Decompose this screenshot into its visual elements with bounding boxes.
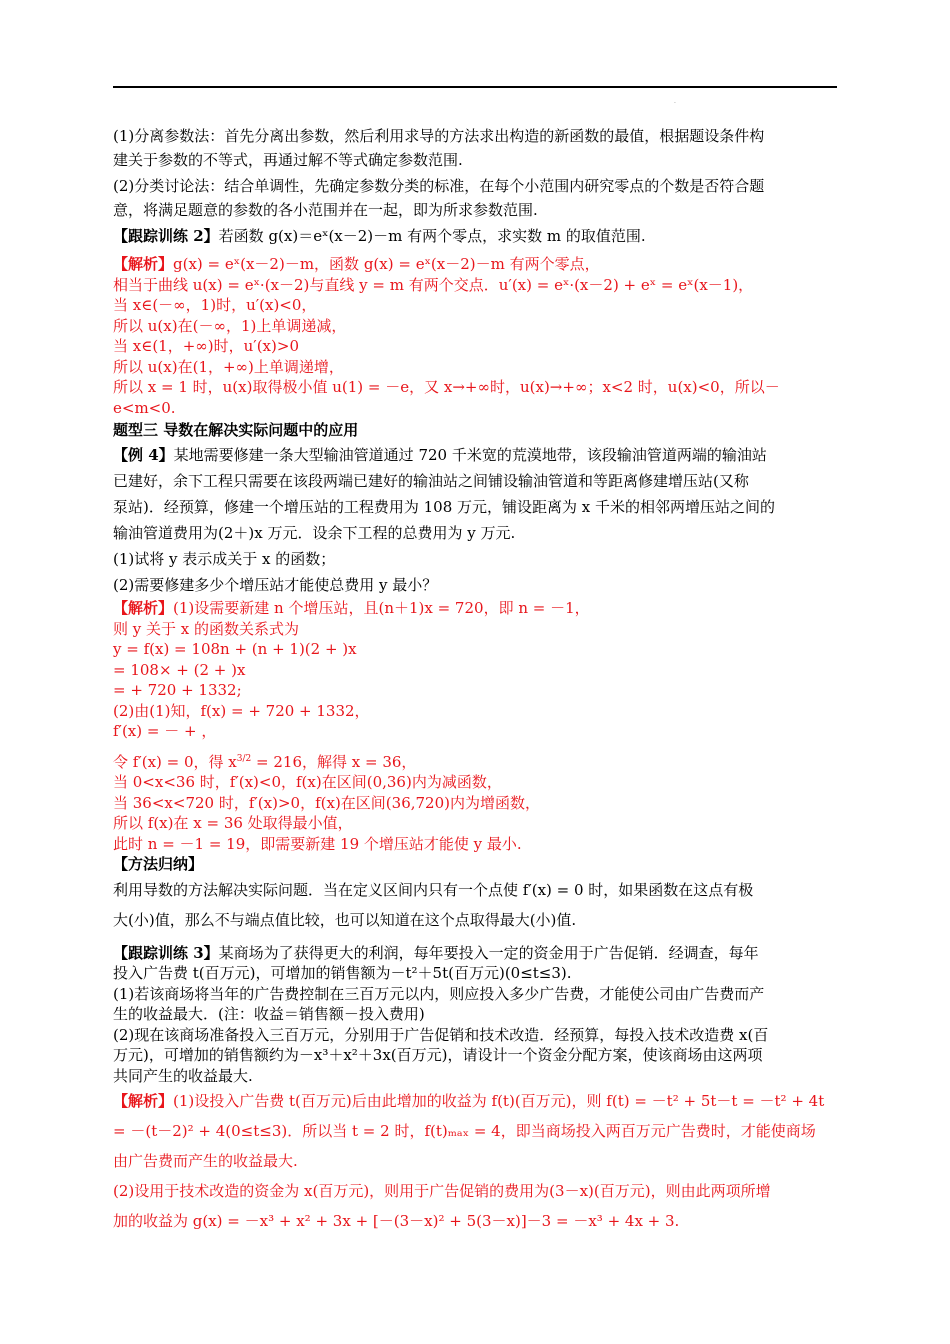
example-line: 某地需要修建一条大型输油管道通过 720 千米宽的荒漠地带，该段输油管道两端的输油站 <box>173 446 767 464</box>
text-line: 意，将满足题意的参数的各小范围并在一起，即为所求参数范围. <box>113 201 538 219</box>
solution-line: 相当于曲线 u(x) = eˣ·(x－2)与直线 y = m 有两个交点．u′(x) = eˣ·(x－2) + eˣ = eˣ(x－1)， <box>113 275 754 294</box>
solution-line: 加的收益为 g(x) = －x³ + x² + 3x + [－(3－x)² + 5(3－x)]－3 = －x³ + 4x + 3. <box>113 1212 680 1230</box>
example-line: 已建好，余下工程只需要在该段两端已建好的输油站之间铺设输油管道和等距离修建增压站(又称 <box>113 472 749 490</box>
solution-line: = 108× + (2 + )x <box>113 660 246 679</box>
solution-line: 所以 u(x)在(1，+∞)上单调递增， <box>113 357 344 376</box>
exponent: 3/2 <box>236 753 252 764</box>
solution-3 <box>113 1086 837 1236</box>
para-separation-method <box>113 124 837 172</box>
track-exercise-3 <box>113 943 837 1087</box>
solution-line: 所以 f(x)在 x = 36 处取得最小值， <box>113 814 353 832</box>
exercise-line: 投入广告费 t(百万元)，可增加的销售额为－t²＋5t(百万元)(0≤t≤3). <box>113 964 572 982</box>
exercise-line: (2)现在该商场准备投入三百万元，分别用于广告促销和技术改造．经预算，每投入技术改造费 x(百 <box>113 1025 769 1044</box>
solution-line: 令 f′(x) = 0，得 $x^{3/2} = 216$，解得 x = 36， <box>113 752 417 771</box>
solution-line: (1)设需要新建 n 个增压站，且(n＋1)x = 720，即 n = －1， <box>173 599 590 617</box>
exercise-line: (1)若该商场将当年的广告费控制在三百万元以内，则应投入多少广告费，才能使公司由广告费而产 <box>113 984 765 1003</box>
exercise-line: 共同产生的收益最大. <box>113 1066 253 1085</box>
exercise-line: 万元)，可增加的销售额约为－x³＋x²＋3x(百万元)，请设计一个资金分配方案，使该商场由这两项 <box>113 1046 763 1064</box>
example-4 <box>113 442 837 598</box>
exercise-line: 某商场为了获得更大的利润，每年要投入一定的资金用于广告促销．经调查，每年 <box>218 943 759 962</box>
solution-label: 【解析】 <box>113 599 174 617</box>
example-line: 输油管道费用为(2＋)x 万元．设余下工程的总费用为 y 万元. <box>113 524 516 542</box>
method-body <box>113 875 837 935</box>
exercise-label: 【跟踪训练 3】 <box>113 943 219 962</box>
example-question-1: (1)试将 y 表示成关于 x 的函数； <box>113 550 336 568</box>
section-heading: 题型三 导数在解决实际问题中的应用 <box>113 421 359 439</box>
example-line: 泵站)．经预算，修建一个增压站的工程费用为 108 万元，铺设距离为 x 千米的相邻两增压站之间的 <box>113 498 776 516</box>
track-exercise-2 <box>113 224 837 248</box>
solution-line: e<m<0. <box>113 398 176 417</box>
example-label: 【例 4】 <box>113 446 174 464</box>
solution-line: 此时 n = －1 = 19，即需要新建 19 个增压站才能使 y 最小. <box>113 834 522 853</box>
para-classification-method <box>113 174 837 222</box>
solution-line: (2)由(1)知，f(x) = + 720 + 1332， <box>113 701 370 720</box>
solution-line: 当 x∈(1，+∞)时，u′(x)>0 <box>113 337 299 355</box>
solution-line: 所以 u(x)在(－∞，1)上单调递减， <box>113 316 347 335</box>
solution-line: 所以 x = 1 时，u(x)取得极小值 u(1) = －e，又 x→+∞时，u(x)→+∞；x<2 时，u(x)<0，所以－ <box>113 378 780 396</box>
exercise-question: 若函数 g(x)＝eˣ(x－2)－m 有两个零点，求实数 m 的取值范围. <box>218 227 646 245</box>
solution-line: 则 y 关于 x 的函数关系式为 <box>113 619 300 638</box>
text-line: 大(小)值，那么不与端点值比较，也可以知道在这个点取得最大(小)值. <box>113 910 577 929</box>
text-line: 建关于参数的不等式，再通过解不等式确定参数范围. <box>113 151 463 169</box>
solution-line: g(x) = eˣ(x－2)－m，函数 g(x) = eˣ(x－2)－m 有两个零点， <box>173 255 600 273</box>
solution-line: = －(t－2)² + 4(0≤t≤3)．所以当 t = 2 时，f(t)ₘₐₓ = 4，即当商场投入两百万元广告费时，才能使商场 <box>113 1122 816 1140</box>
solution-line: y = f(x) = 108n + (n + 1)(2 + )x <box>113 640 357 658</box>
header-dot: . <box>674 98 676 105</box>
solution-4 <box>113 598 837 854</box>
solution-line: 由广告费而产生的收益最大. <box>113 1152 298 1170</box>
solution-line: (2)设用于技术改造的资金为 x(百万元)，则用于广告促销的费用为(3－x)(百万元)，则由此两项所增 <box>113 1182 771 1200</box>
exercise-line: 生的收益最大．(注：收益＝销售额－投入费用) <box>113 1005 425 1023</box>
method-title: 【方法归纳】 <box>113 855 204 873</box>
solution-label: 【解析】 <box>113 1092 174 1110</box>
text-line: (2)分类讨论法：结合单调性，先确定参数分类的标准，在每个小范围内研究零点的个数是否符合题 <box>113 177 765 195</box>
solution-line: f′(x) = － + ， <box>113 722 217 740</box>
text-line: 利用导数的方法解决实际问题．当在定义区间内只有一个点使 f′(x) = 0 时，如果函数在这点有极 <box>113 880 754 899</box>
solution-label: 【解析】 <box>113 255 174 273</box>
solution-line: 当 0<x<36 时，f′(x)<0，f(x)在区间(0,36)内为减函数， <box>113 773 502 791</box>
solution-line: (1)设投入广告费 t(百万元)后由此增加的收益为 f(t)(百万元)，则 f(t) = －t² + 5t－t = －t² + 4t <box>173 1092 825 1110</box>
solution-line: 当 36<x<720 时，f′(x)>0，f(x)在区间(36,720)内为增函数， <box>113 793 540 812</box>
document-body <box>113 124 837 1236</box>
solution-2 <box>113 254 837 418</box>
text-line: (1)分离参数法：首先分离出参数，然后利用求导的方法求出构造的新函数的最值，根据题设条件构 <box>113 127 765 145</box>
solution-line: = + 720 + 1332; <box>113 681 242 699</box>
header-rule <box>113 86 837 88</box>
exercise-label: 【跟踪训练 2】 <box>113 227 219 245</box>
solution-line: 当 x∈(－∞，1)时，u′(x)<0， <box>113 296 317 314</box>
example-question-2: (2)需要修建多少个增压站才能使总费用 y 最小？ <box>113 576 438 594</box>
